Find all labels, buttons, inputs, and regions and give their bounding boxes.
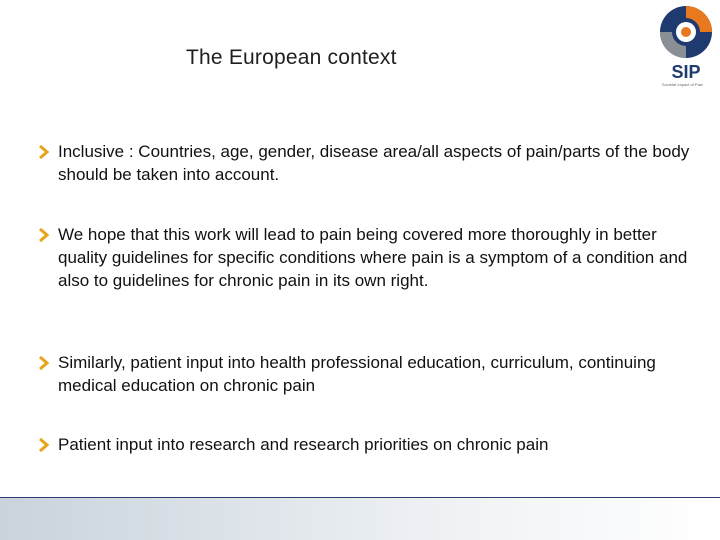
bullet-item (38, 433, 548, 456)
chevron-right-icon (38, 228, 50, 242)
logo-wordmark: SIP (671, 62, 701, 82)
footer-band (0, 498, 720, 540)
logo-tagline: Societal Impact of Pain (662, 82, 703, 87)
slide-title: The European context (186, 46, 397, 69)
sip-logo (656, 2, 716, 90)
chevron-right-icon (38, 356, 50, 370)
bullet-text: Inclusive : Countries, age, gender, disease area/all aspects of pain/parts of the body should be taken into account. (58, 142, 690, 184)
bullet-item (38, 351, 708, 397)
chevron-right-icon (38, 438, 50, 452)
chevron-right-icon (38, 145, 50, 159)
sip-logo-mark (656, 2, 716, 82)
bullet-text: Patient input into research and research priorities on chronic pain (58, 435, 549, 454)
bullet-text: We hope that this work will lead to pain being covered more thoroughly in better quality guidelines for specific conditions where pain is a symptom of a condition and also to guidelines for chronic pain in its own right. (58, 225, 688, 290)
bullet-item (38, 223, 708, 292)
bullet-item (38, 140, 708, 186)
bullet-text: Similarly, patient input into health professional education, curriculum, continuing medical education on chronic pain (58, 353, 656, 395)
